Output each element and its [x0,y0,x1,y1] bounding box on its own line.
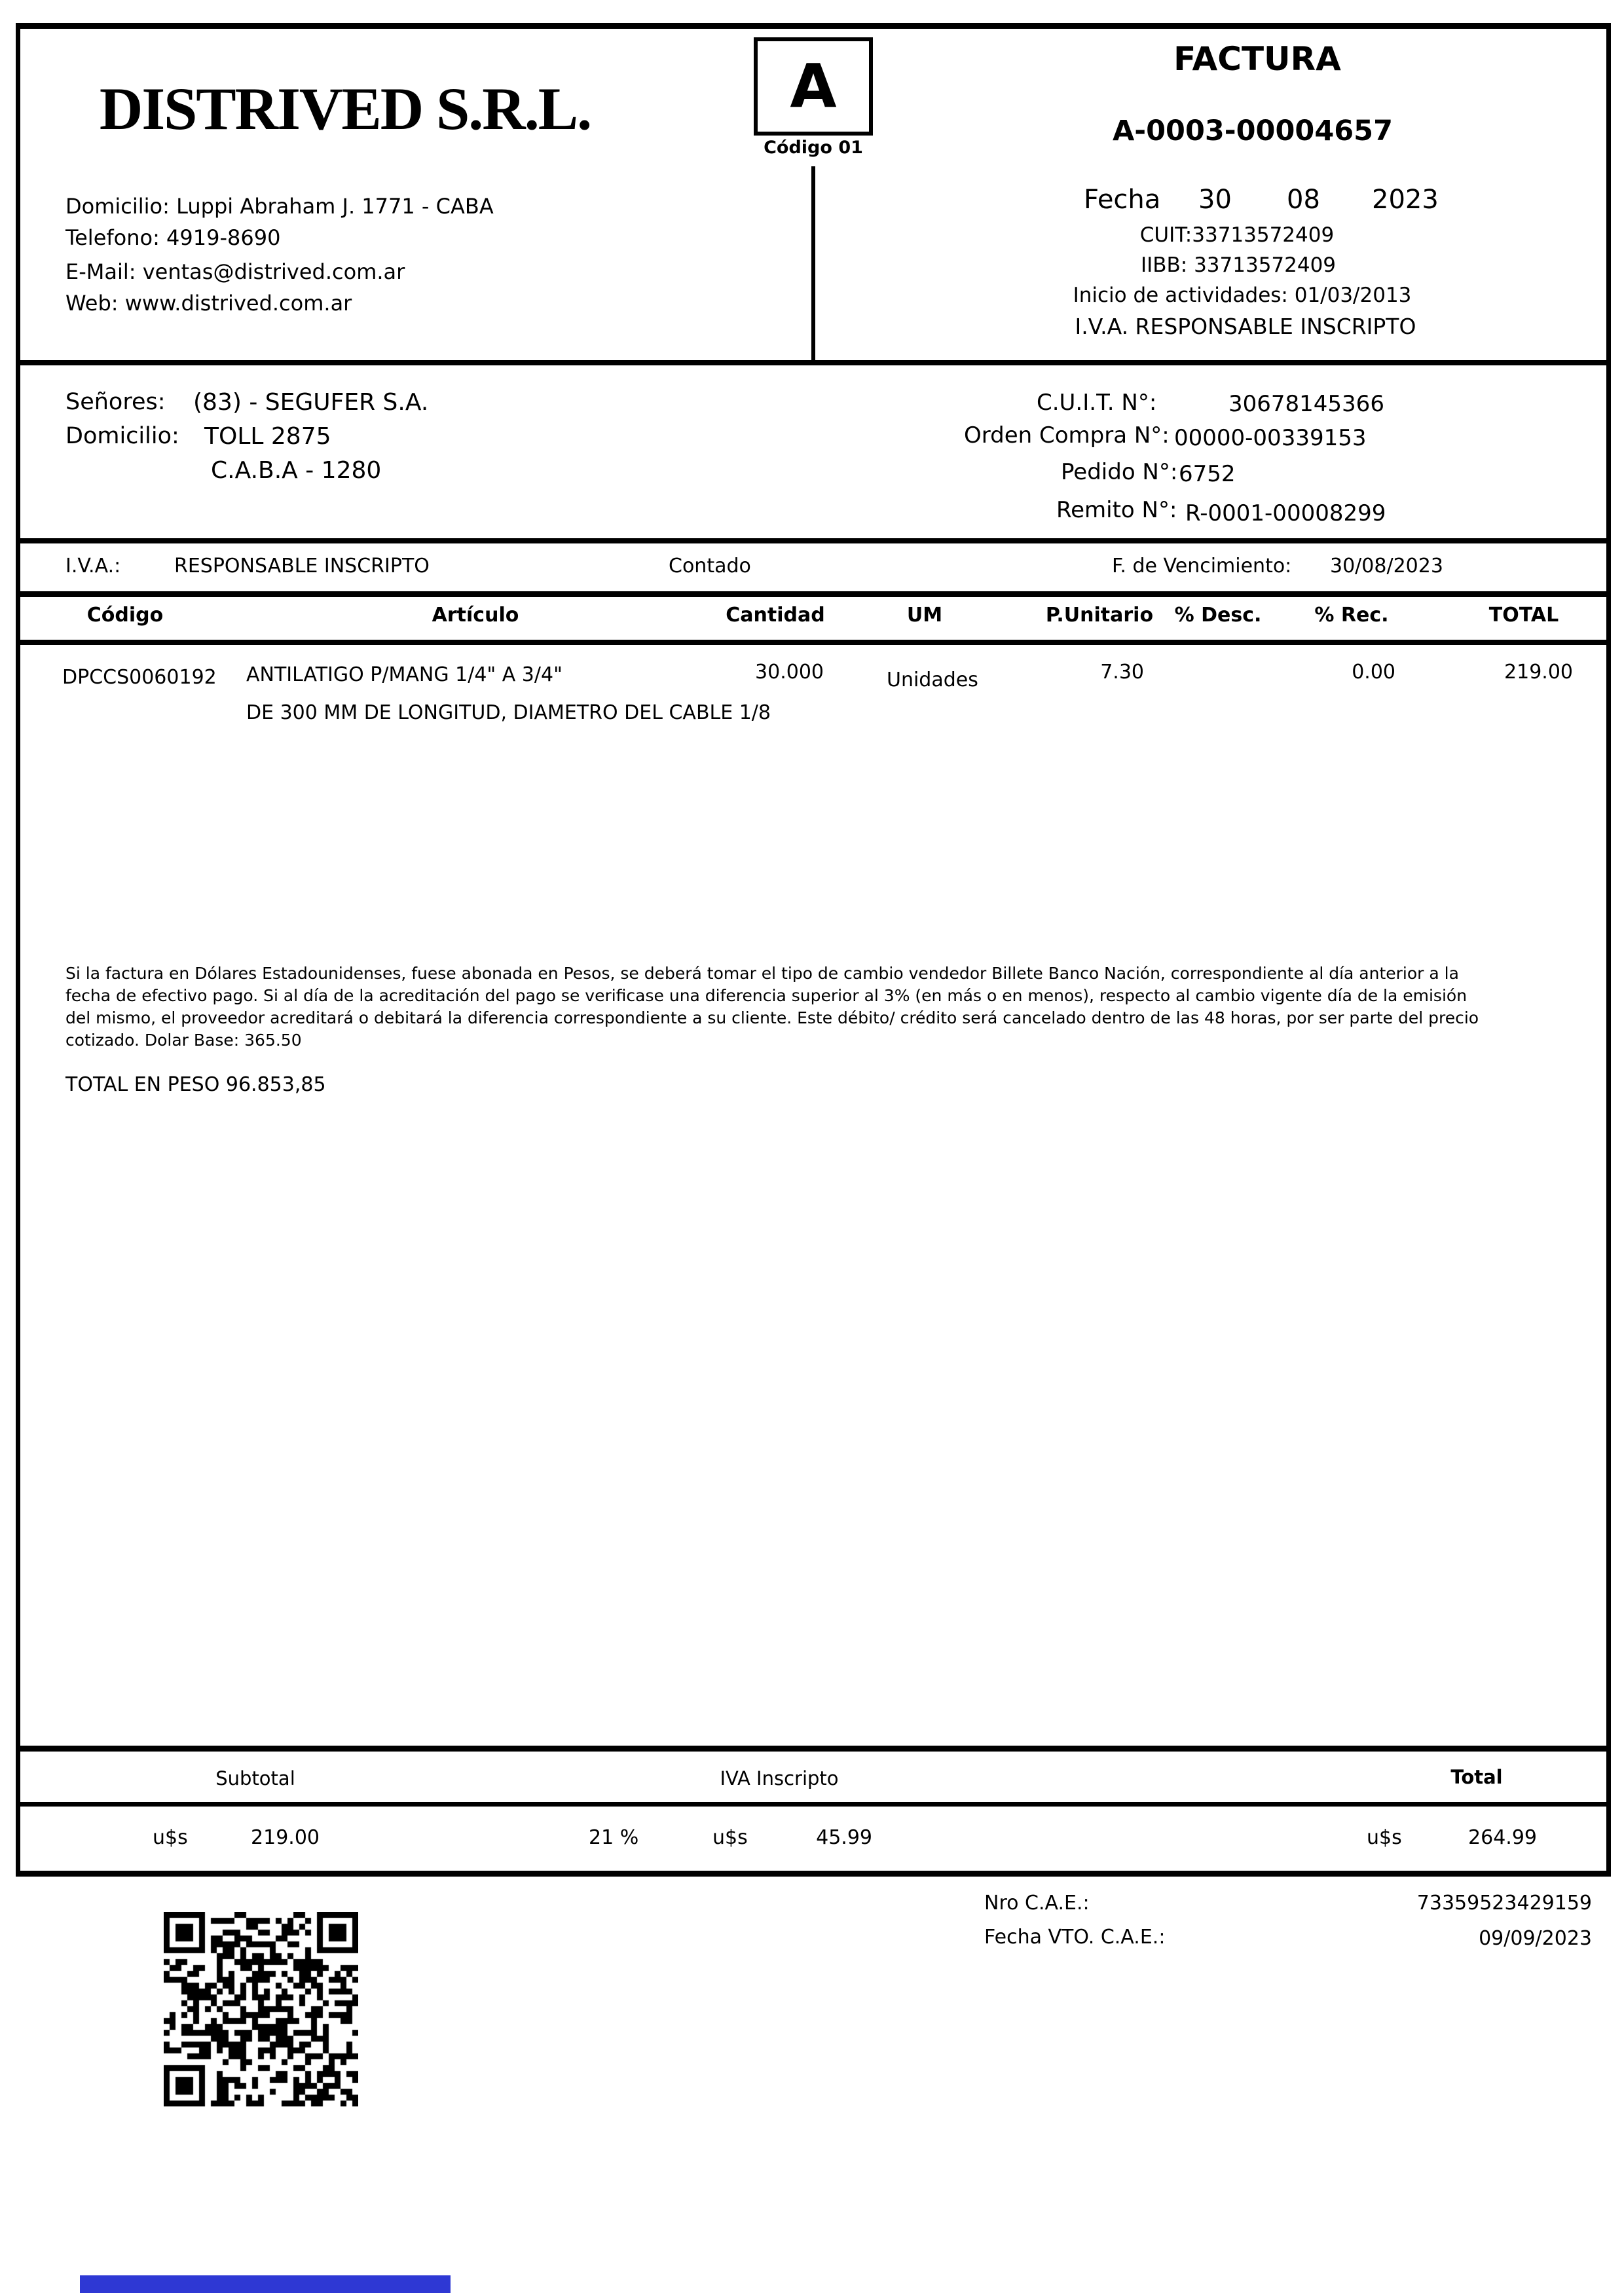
delivery-note: R-0001-00008299 [1185,500,1386,526]
item-descripcion: DE 300 MM DE LONGITUD, DIAMETRO DEL CABLE 1/8 [246,701,771,724]
qr-code-icon [164,1912,358,2106]
border-bottom [16,1871,1611,1877]
cae-due-label: Fecha VTO. C.A.E.: [984,1926,1166,1949]
cae-due-date: 09/09/2023 [1479,1927,1592,1950]
company-web: Web: www.distrived.com.ar [65,291,352,316]
date-label: Fecha [1084,185,1161,215]
divider-iva-top [16,538,1611,543]
company-name: DISTRIVED S.R.L. [99,75,591,142]
fx-clause-line-4: cotizado. Dolar Base: 365.50 [65,1031,302,1050]
customer-cuit-label: C.U.I.T. N°: [1037,390,1157,416]
company-address: Domicilio: Luppi Abraham J. 1771 - CABA [65,194,494,219]
total-value: 264.99 [1468,1826,1537,1849]
divider-table-top [16,591,1611,597]
item-total: 219.00 [1504,661,1573,684]
iva-rate: 21 % [589,1826,639,1849]
col-header-punitario: P.Unitario [1045,604,1154,627]
delivery-note-label: Remito N°: [1056,497,1177,523]
fx-clause-line-1: Si la factura en Dólares Estadounidenses, fuese abonada en Pesos, se deberá tomar el tipo de cambio vendedor Billete Banco Nación, correspondiente al día anterior a la [65,964,1459,983]
invoice-letter: A [790,51,837,121]
company-iibb: IIBB: 33713572409 [1140,253,1337,277]
col-header-codigo: Código [86,604,164,627]
customer-label: Señores: [65,389,166,415]
border-left [16,23,20,1877]
fx-clause-line-3: del mismo, el proveedor acreditará o debitará la diferencia correspondiente a su cliente. Este débito/ crédito será cancelado dentro de las 48 horas, por ser parte del precio [65,1008,1479,1027]
company-email: E-Mail: ventas@distrived.com.ar [65,259,405,284]
date-year: 2023 [1372,185,1439,215]
customer-cuit: 30678145366 [1228,391,1384,417]
purchase-order-label: Orden Compra N°: [964,422,1170,449]
company-phone: Telefono: 4919-8690 [65,225,281,250]
divider-letter-vertical [811,166,815,361]
cae-number: 73359523429159 [1416,1892,1592,1915]
iva-amount: 45.99 [816,1826,872,1849]
order-number: 6752 [1179,461,1236,487]
company-cuit: CUIT:33713572409 [1139,223,1335,247]
divider-table-header-bottom [16,640,1611,645]
item-cantidad: 30.000 [755,661,824,684]
date-month: 08 [1287,185,1320,215]
iva-total-label: IVA Inscripto [720,1767,839,1790]
due-date-label: F. de Vencimiento: [1112,555,1292,578]
divider-totals-mid [16,1802,1611,1807]
iva-condition-label: I.V.A.: [65,555,121,578]
subtotal-currency: u$s [153,1826,188,1849]
total-in-pesos: TOTAL EN PESO 96.853,85 [65,1073,326,1096]
border-right [1606,23,1611,1877]
item-um: Unidades [887,669,978,691]
company-iva-status: I.V.A. RESPONSABLE INSCRIPTO [1075,314,1416,339]
border-top [16,23,1611,29]
invoice-number: A-0003-00004657 [1112,115,1393,147]
col-header-desc: % Desc. [1174,604,1262,627]
customer-address-label: Domicilio: [65,423,179,449]
total-label: Total [1450,1766,1503,1788]
col-header-um: UM [906,604,943,627]
purchase-order: 00000-00339153 [1174,425,1367,451]
cae-label: Nro C.A.E.: [984,1892,1090,1915]
date-day: 30 [1198,185,1232,215]
item-rec-pct: 0.00 [1352,661,1395,684]
customer-address: TOLL 2875 [204,423,331,450]
total-currency: u$s [1367,1826,1402,1849]
invoice-letter-box [754,37,873,136]
customer-name: (83) - SEGUFER S.A. [193,389,429,416]
activity-start: Inicio de actividades: 01/03/2013 [1073,284,1412,307]
col-header-cantidad: Cantidad [726,604,825,627]
item-punitario: 7.30 [1100,661,1144,684]
bottom-accent-bar [80,2275,451,2293]
iva-condition: RESPONSABLE INSCRIPTO [174,555,430,578]
item-articulo: ANTILATIGO P/MANG 1/4" A 3/4" [246,663,563,686]
document-type: FACTURA [1173,40,1341,78]
col-header-articulo: Artículo [432,604,519,627]
item-codigo: DPCCS0060192 [62,666,217,689]
subtotal-label: Subtotal [215,1767,295,1790]
subtotal-value: 219.00 [251,1826,320,1849]
iva-currency: u$s [712,1826,748,1849]
fx-clause-line-2: fecha de efectivo pago. Si al día de la acreditación del pago se verificase una diferencia superior al 3% (en más o en menos), respecto al cambio vigente día de la emisión [65,986,1467,1005]
invoice-letter-code: Código 01 [764,138,863,158]
due-date: 30/08/2023 [1330,555,1443,578]
payment-condition: Contado [669,555,751,578]
divider-totals-top [16,1746,1611,1752]
customer-city: C.A.B.A - 1280 [211,457,382,484]
col-header-rec: % Rec. [1314,604,1389,627]
order-number-label: Pedido N°: [1061,459,1178,485]
col-header-total: TOTAL [1488,604,1559,627]
